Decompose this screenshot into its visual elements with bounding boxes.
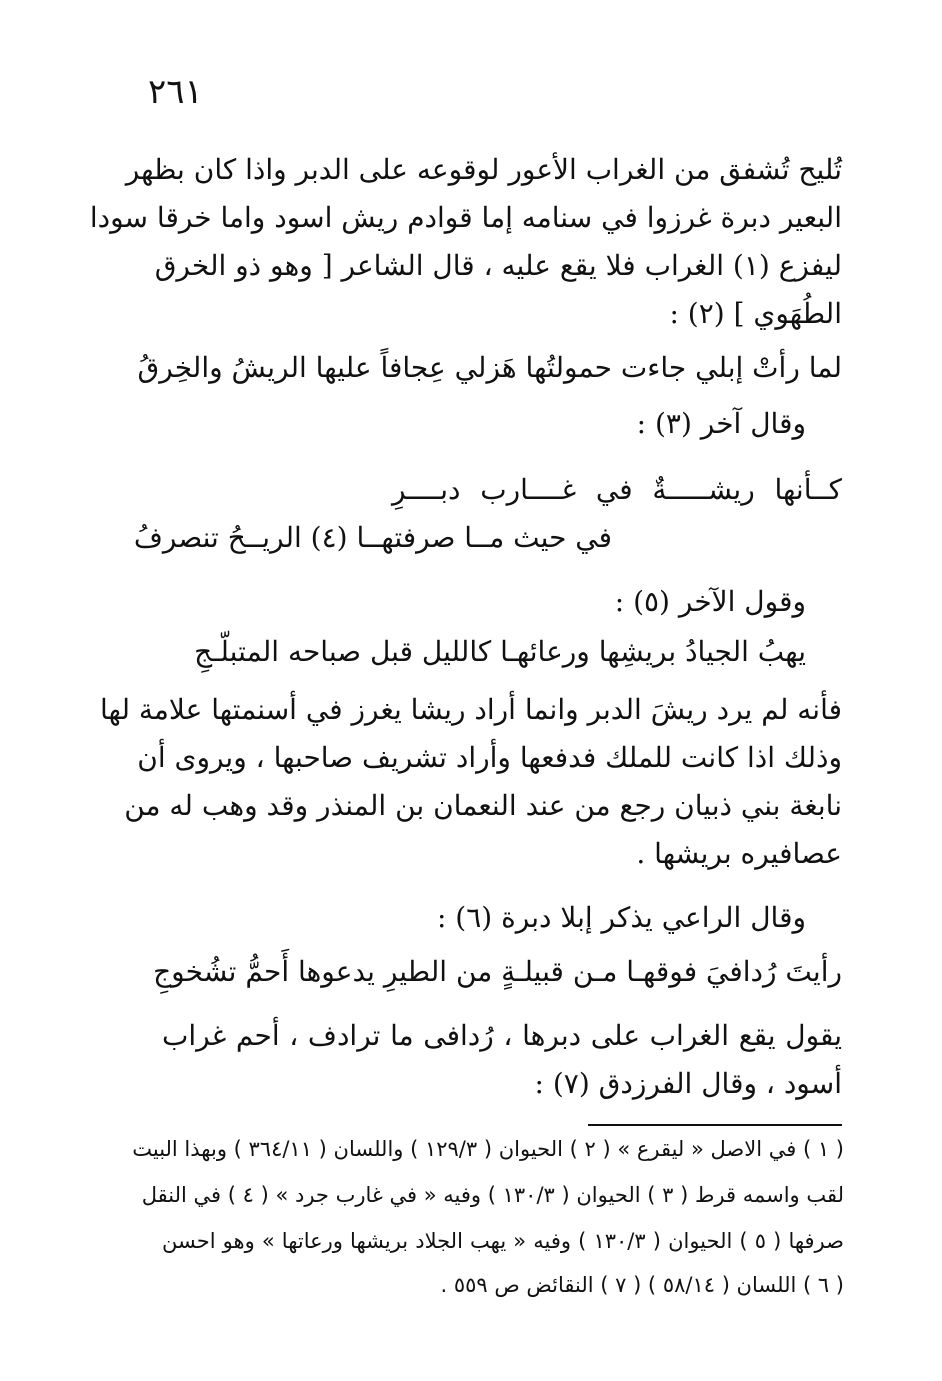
para-3-line-2: أسود ، وقال الفرزدق (٧) :	[534, 1067, 842, 1100]
body-line-2: البعير دبرة غرزوا في سنامه إما قوادم ريش اسود واما خرقا سودا	[89, 201, 842, 234]
verse-intro-4: وقال الراعي يذكر إبلا دبرة (٦) :	[436, 901, 806, 934]
verse-1: لما رأتْ إبلي جاءت حمولتُها هَزلي عِجافاً عليها الريشُ والخِرقُ	[137, 351, 842, 384]
verse-2-second-hemistich: في حيث مــا صرفتهــا (٤) الريــحُ تنصرفُ	[133, 521, 612, 554]
body-line-1: تُليح تُشفق من الغراب الأعور لوقوعه على الدبر واذا كان بظهر	[125, 153, 842, 186]
footnote-separator	[588, 1124, 842, 1126]
verse-3: يهبُ الجيادُ بريشِها ورعائهـا كالليل قبل صباحه المتبلّـجِ	[194, 635, 806, 668]
verse-intro-2: وقال آخر (٣) :	[636, 407, 806, 440]
body-line-4: الطُهَوي ] (٢) :	[669, 297, 842, 330]
footnote-line-3: صرفها ( ٥ ) الحيوان ( ١٣٠/٣ ) وفيه « يهب الجلاد بريشها ورعاتها » وهو احسن	[162, 1229, 844, 1253]
para-2-line-2: وذلك اذا كانت للملك فدفعها وأراد تشريف صاحبها ، ويروى أن	[137, 741, 842, 774]
verse-4: رأيتَ رُدافيَ فوقهـا مـن قبيلـةٍ من الطيرِ يدعوها أَحمُّ تشُخوجِ	[153, 955, 842, 988]
footnote-line-2: لقب واسمه قرط ( ٣ ) الحيوان ( ١٣٠/٣ ) وفيه « في غارب جرد » ( ٤ ) في النقل	[141, 1183, 844, 1207]
footnote-line-4: ( ٦ ) اللسان ( ٥٨/١٤ ) ( ٧ ) النقائض ص ٥٥٩ .	[440, 1273, 844, 1297]
para-3-line-1: يقول يقع الغراب على دبرها ، رُدافى ما ترادف ، أحم غراب	[162, 1019, 842, 1052]
verse-intro-3: وقول الآخر (٥) :	[614, 585, 806, 618]
para-2-line-1: فأنه لم يرد ريشَ الدبر وانما أراد ريشا يغرز في أسنمتها علامة لها	[100, 693, 842, 726]
footnote-line-1: ( ١ ) في الاصل « ليقرع » ( ٢ ) الحيوان ( ١٢٩/٣ ) واللسان ( ٣٦٤/١١ ) وبهذا البيت	[132, 1137, 844, 1161]
page-number: ٢٦١	[148, 72, 203, 112]
para-2-line-3: نابغة بني ذبيان رجع من عند النعمان بن المنذر وقد وهب له من	[124, 789, 842, 822]
verse-2-first-hemistich: كــأنها ريشـــــةٌ في غــــارب دبــــرِ	[392, 473, 842, 506]
body-line-3: ليفزع (١) الغراب فلا يقع عليه ، قال الشاعر [ وهو ذو الخرق	[154, 249, 842, 282]
para-2-line-4: عصافيره بريشها .	[636, 837, 842, 870]
